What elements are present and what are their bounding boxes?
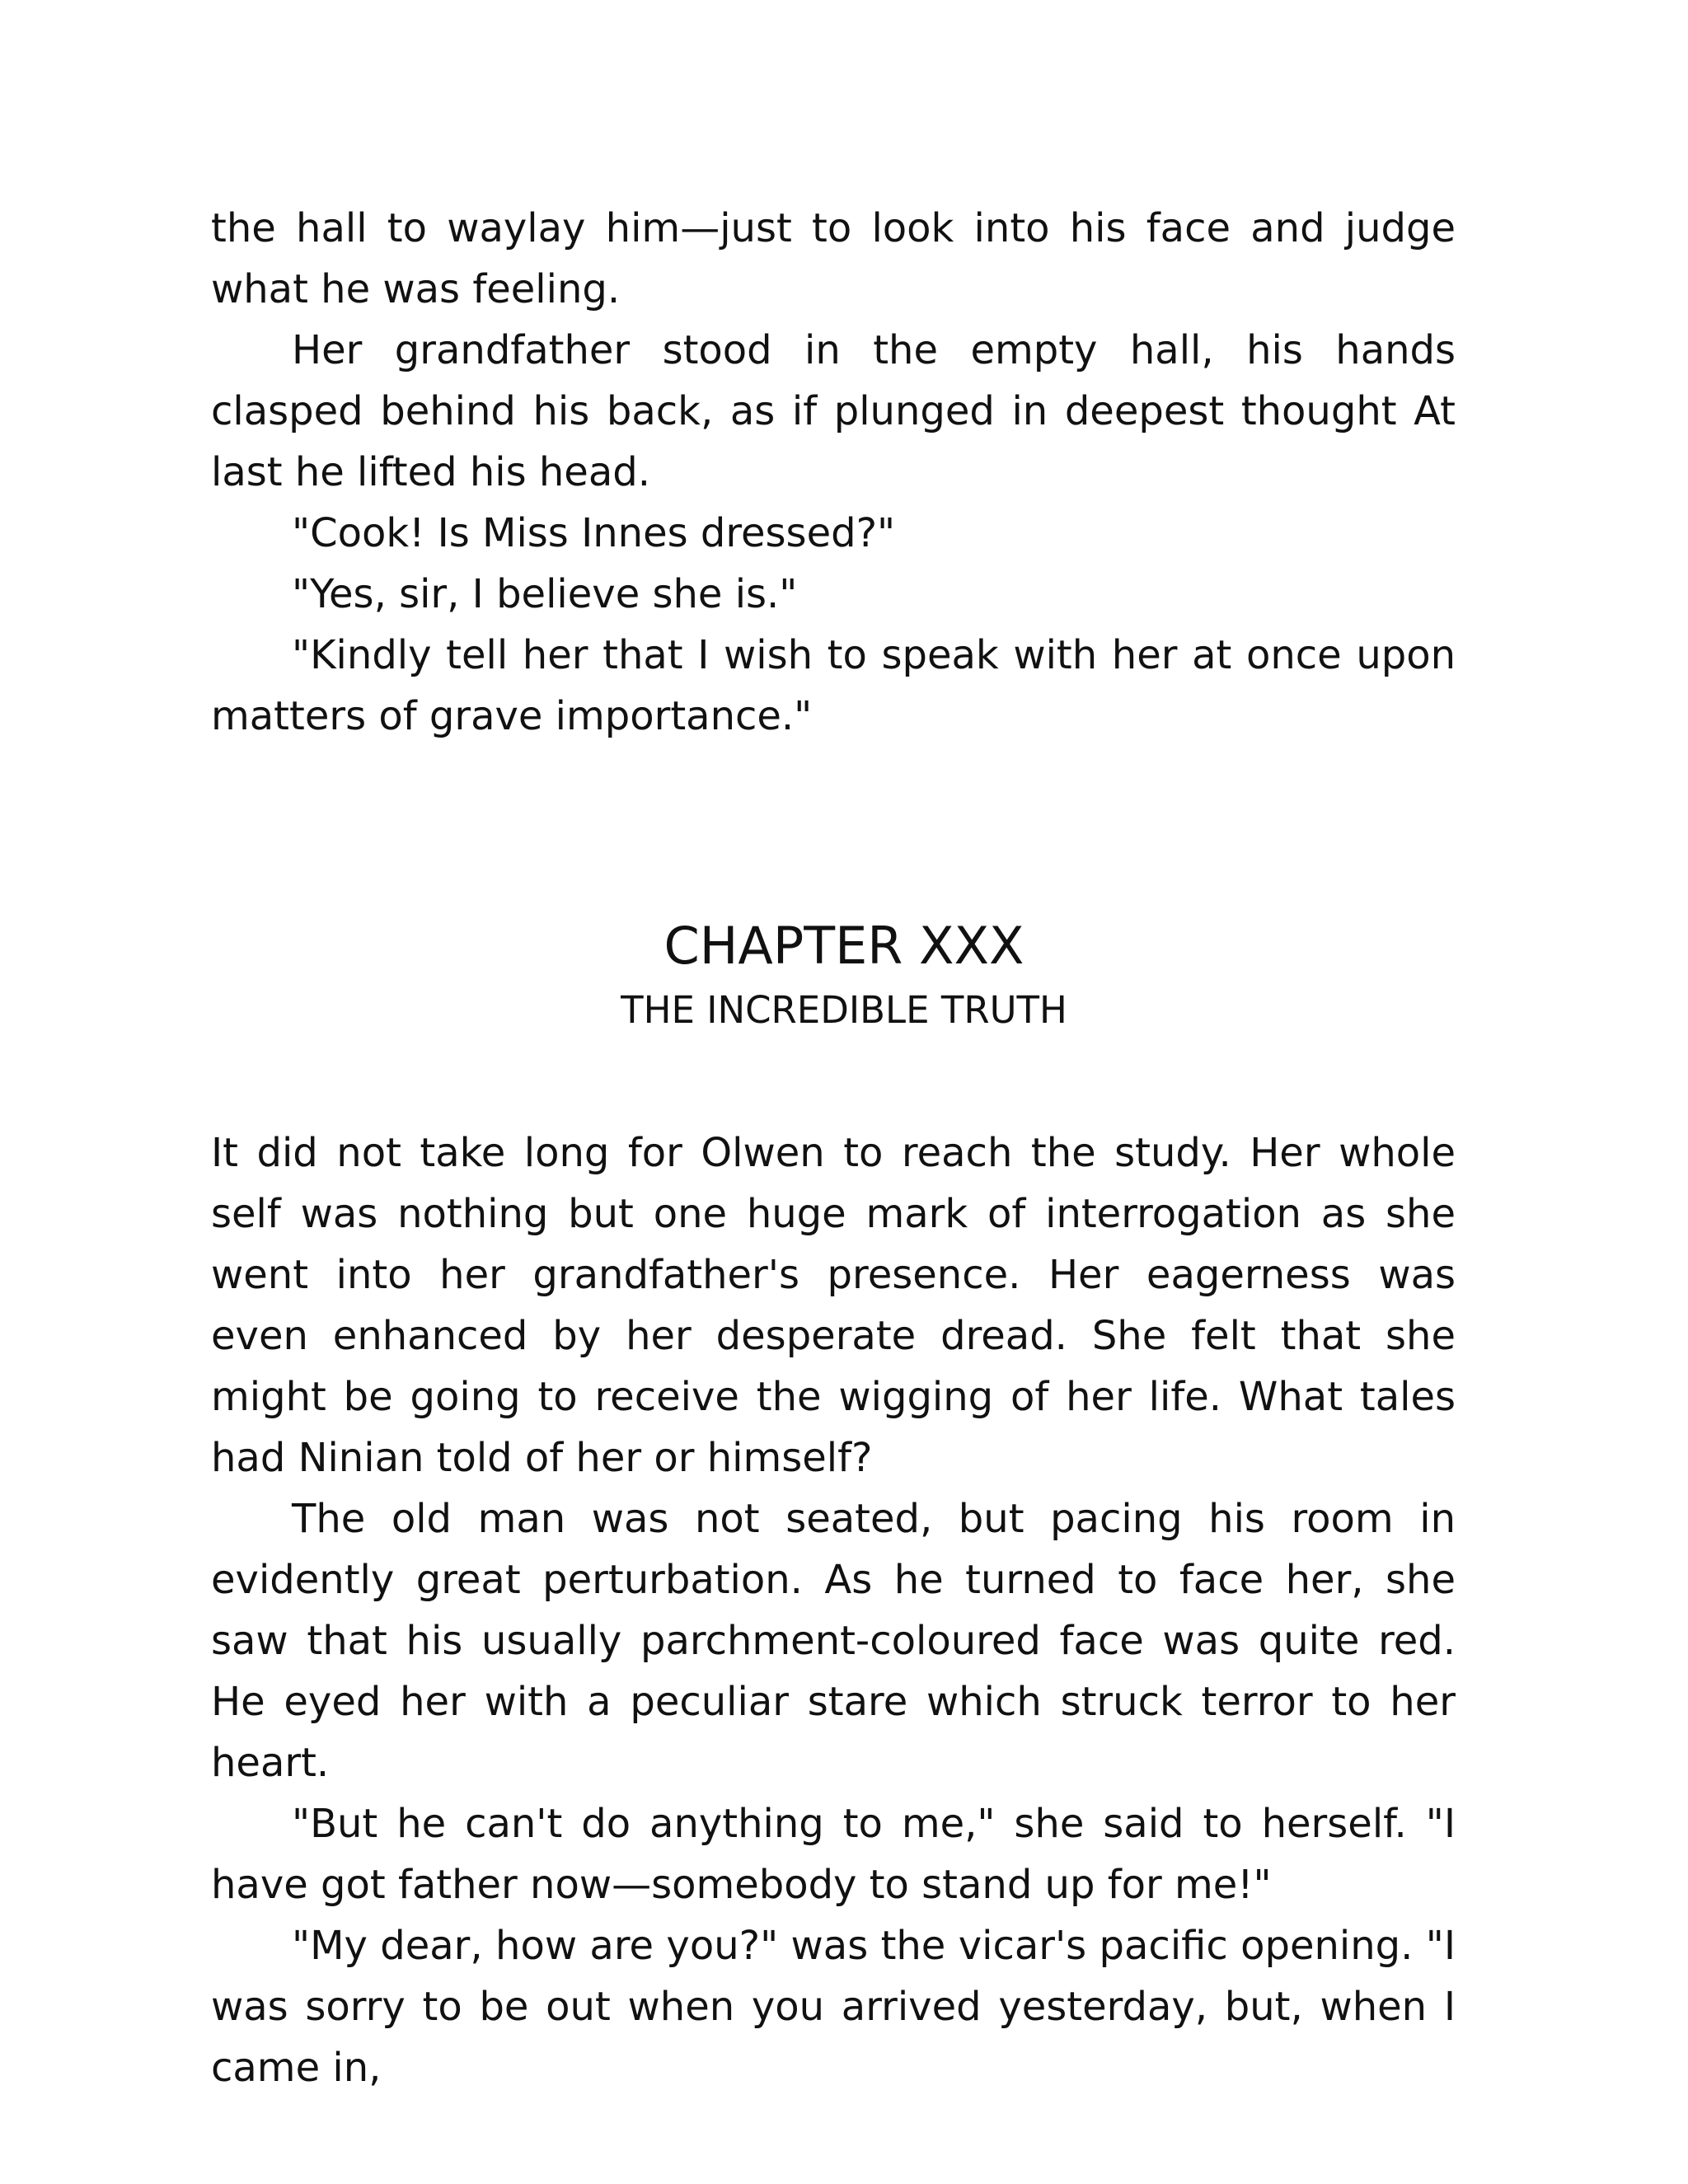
paragraph: It did not take long for Olwen to reach the study. Her whole self was nothing but one huge mark of interrogation as she went into her grandfather's presence. Her eagerness was even enhanced by her desperate dread. She felt that she might be going to receive the wigging of her life. What tales had Ninian told of her or himself? <box>211 1130 1456 1481</box>
text-block-bottom <box>211 1122 1456 2098</box>
paragraph: "Yes, sir, I believe she is." <box>292 571 798 617</box>
paragraph: The old man was not seated, but pacing his room in evidently great perturbation. As he turned to face her, she saw that his usually parchment-coloured face was quite red. He eyed her with a peculiar stare which struck terror to her heart. <box>211 1496 1456 1786</box>
paragraph: Her grandfather stood in the empty hall, his hands clasped behind his back, as if plunged in deepest thought At last he lifted his head. <box>211 327 1456 495</box>
text-block-top <box>211 198 1456 747</box>
paragraph: "Cook! Is Miss Innes dressed?" <box>292 510 896 556</box>
paragraph: "But he can't do anything to me," she said to herself. "I have got father now—somebody to stand up for me!" <box>211 1801 1456 1908</box>
paragraph: the hall to waylay him—just to look into his face and judge what he was feeling. <box>211 205 1456 312</box>
chapter-title: THE INCREDIBLE TRUTH <box>621 988 1067 1032</box>
paragraph: "Kindly tell her that I wish to speak with her at once upon matters of grave importance." <box>211 632 1456 739</box>
paragraph: "My dear, how are you?" was the vicar's pacific opening. "I was sorry to be out when you arrived yesterday, but, when I came in, <box>211 1923 1456 2091</box>
chapter-number: CHAPTER XXX <box>663 916 1025 976</box>
